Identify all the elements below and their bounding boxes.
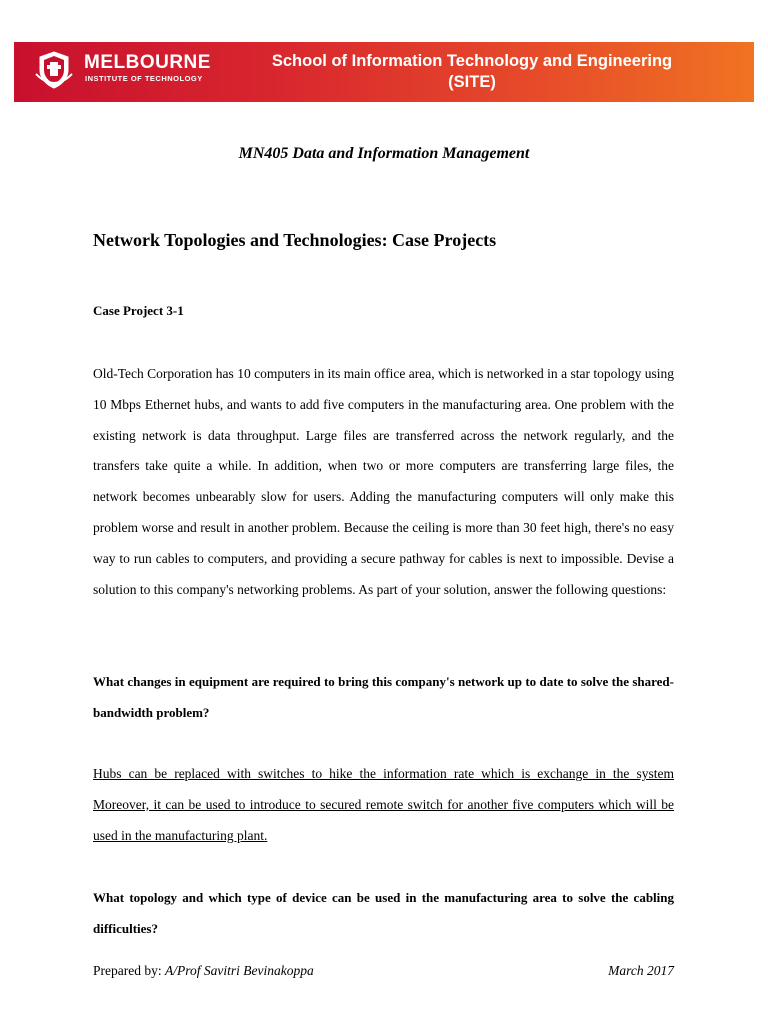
question-1: What changes in equipment are required to bring this company's network up to date to solve the shared-bandwidth problem? — [93, 674, 674, 720]
header-banner — [14, 42, 754, 102]
question-2: What topology and which type of device can be used in the manufacturing area to solve the cabling difficulties? — [93, 890, 674, 936]
course-title: MN405 Data and Information Management — [238, 145, 530, 162]
school-name-line2: (SITE) — [448, 73, 496, 91]
footer-date: March 2017 — [608, 963, 674, 978]
brand-name: MELBOURNE — [84, 52, 211, 73]
case-description-paragraph: Old-Tech Corporation has 10 computers in its main office area, which is networked in a star topology using 10 Mbps Ethernet hubs, and wants to add five computers in the manufacturing area. One problem with the existing network is data throughput. Large files are transferred across the network regularly, and the transfers take quite a while. In addition, when two or more computers are transferring large files, the network becomes unbearably slow for users. Adding the manufacturing computers will only make this problem worse and result in another problem. Because the ceiling is more than 30 feet high, there's no easy way to run cables to computers, and providing a secure pathway for cables is next to impossible. Devise a solution to this company's networking problems. As part of your solution, answer the following questions: — [93, 366, 674, 597]
school-name — [224, 51, 720, 93]
prepared-by-label: Prepared by: — [93, 963, 162, 978]
institute-crest-icon — [32, 50, 76, 90]
school-name-line1: School of Information Technology and Engineering — [271, 52, 673, 70]
document-heading: Network Topologies and Technologies: Case Projects — [93, 230, 497, 250]
brand-subtitle: INSTITUTE OF TECHNOLOGY — [85, 74, 203, 83]
answer-1: Hubs can be replaced with switches to hike the information rate which is exchange in the system Moreover, it can be used to introduce to secured remote switch for another five computers which will be used in the manufacturing plant. — [93, 766, 674, 843]
page-footer — [93, 963, 674, 979]
author-name: A/Prof Savitri Bevinakoppa — [164, 963, 314, 978]
case-project-label: Case Project 3-1 — [93, 303, 184, 318]
